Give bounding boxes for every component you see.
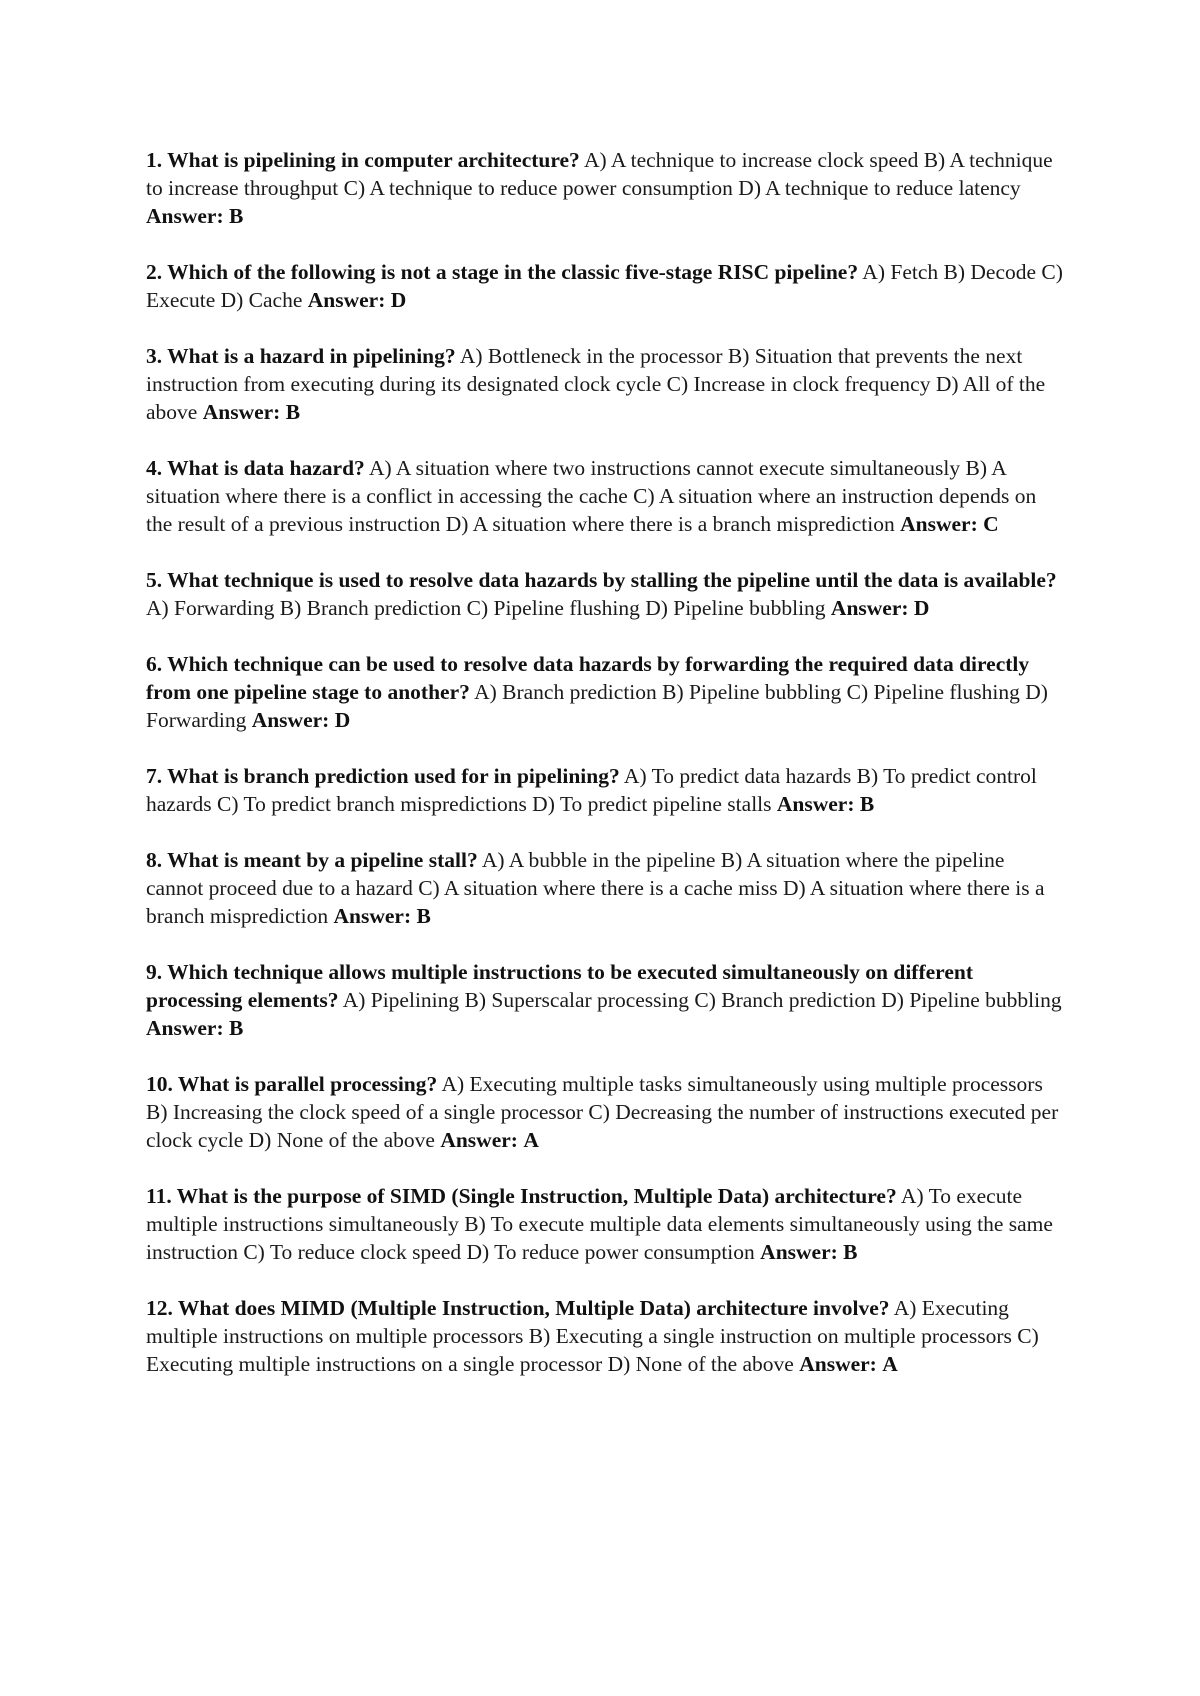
answer-label: Answer: [146, 1016, 224, 1040]
question-item [146, 566, 1066, 622]
answer-value: D [913, 596, 930, 620]
question-text: 1. What is pipelining in computer architecture? [146, 148, 580, 172]
answer-options: A) Forwarding B) Branch prediction C) Pipeline flushing D) Pipeline bubbling [146, 596, 826, 620]
answer-options: A) A bubble in the pipeline B) A situation where the pipeline cannot proceed due to a hazard C) A situation where there is a cache miss D) A situation where there is a branch misprediction [146, 848, 1045, 928]
question-text: 2. Which of the following is not a stage in the classic five-stage RISC pipeline? [146, 260, 859, 284]
answer-label: Answer: [900, 512, 978, 536]
answer-label: Answer: [202, 400, 281, 424]
answer-value: A [882, 1352, 898, 1376]
answer-value: B [285, 400, 301, 424]
question-item [146, 650, 1066, 734]
answer-options: A) To execute multiple instructions simultaneously B) To execute multiple data elements simultaneously using the same instruction C) To reduce clock speed D) To reduce power consumption [146, 1184, 1053, 1264]
answer-label: Answer: [333, 904, 412, 928]
question-text: 8. What is meant by a pipeline stall? [146, 848, 478, 872]
answer-label: Answer: [830, 596, 909, 620]
question-text: 4. What is data hazard? [146, 456, 365, 480]
question-item [146, 146, 1066, 230]
answer-label: Answer: [146, 204, 224, 228]
question-item [146, 1182, 1066, 1266]
question-text: 3. What is a hazard in pipelining? [146, 344, 456, 368]
answer-label: Answer: [251, 708, 330, 732]
question-text: 7. What is branch prediction used for in pipelining? [146, 764, 620, 788]
answer-value: B [229, 1016, 244, 1040]
question-text: 6. Which technique can be used to resolve data hazards by forwarding the required data directly from one pipeline stage to another? [146, 652, 1030, 704]
answer-options: A) Bottleneck in the processor B) Situation that prevents the next instruction from executing during its designated clock cycle C) Increase in clock frequency D) All of the above [146, 344, 1046, 424]
answer-options: A) A technique to increase clock speed B) A technique to increase throughput C) A technique to reduce power consumption D) A technique to reduce latency [146, 148, 1053, 200]
answer-value: C [983, 512, 999, 536]
answer-options: A) Pipelining B) Superscalar processing C) Branch prediction D) Pipeline bubbling [342, 988, 1062, 1012]
answer-label: Answer: [760, 1240, 838, 1264]
answer-value: B [843, 1240, 858, 1264]
answer-value: D [390, 288, 407, 312]
answer-options: A) To predict data hazards B) To predict control hazards C) To predict branch mispredictions D) To predict pipeline stalls [146, 764, 1037, 816]
question-text: 11. What is the purpose of SIMD (Single Instruction, Multiple Data) architecture? [146, 1184, 897, 1208]
question-item [146, 846, 1066, 930]
question-item [146, 1070, 1066, 1154]
answer-label: Answer: [776, 792, 855, 816]
answer-label: Answer: [799, 1352, 877, 1376]
answer-value: B [416, 904, 431, 928]
answer-options: A) Executing multiple instructions on multiple processors B) Executing a single instruction on multiple processors C) Executing multiple instructions on a single processor D) None of the above [146, 1296, 1039, 1376]
question-text: 5. What technique is used to resolve data hazards by stalling the pipeline until the data is available? [146, 568, 1057, 592]
question-item [146, 762, 1066, 818]
answer-value: B [859, 792, 875, 816]
answer-value: B [229, 204, 244, 228]
answer-options: A) Executing multiple tasks simultaneously using multiple processors B) Increasing the clock speed of a single processor C) Decreasing the number of instructions executed per clock cycle D) None of the above [146, 1072, 1059, 1152]
question-text: 10. What is parallel processing? [146, 1072, 438, 1096]
question-item [146, 454, 1066, 538]
question-item [146, 958, 1066, 1042]
answer-options: A) Branch prediction B) Pipeline bubbling C) Pipeline flushing D) Forwarding [146, 680, 1048, 732]
question-text: 12. What does MIMD (Multiple Instruction, Multiple Data) architecture involve? [146, 1296, 890, 1320]
answer-options: A) A situation where two instructions cannot execute simultaneously B) A situation where there is a conflict in accessing the cache C) A situation where an instruction depends on the result of a previous instruction D) A situation where there is a branch misprediction [146, 456, 1037, 536]
answer-options: A) Fetch B) Decode C) Execute D) Cache [146, 260, 1063, 312]
question-item [146, 342, 1066, 426]
answer-value: D [334, 708, 351, 732]
answer-label: Answer: [440, 1128, 518, 1152]
answer-label: Answer: [307, 288, 386, 312]
question-text: 9. Which technique allows multiple instructions to be executed simultaneously on different processing elements? [146, 960, 973, 1012]
answer-value: A [523, 1128, 539, 1152]
question-item [146, 258, 1066, 314]
question-item [146, 1294, 1066, 1378]
question-list [146, 146, 1066, 1406]
